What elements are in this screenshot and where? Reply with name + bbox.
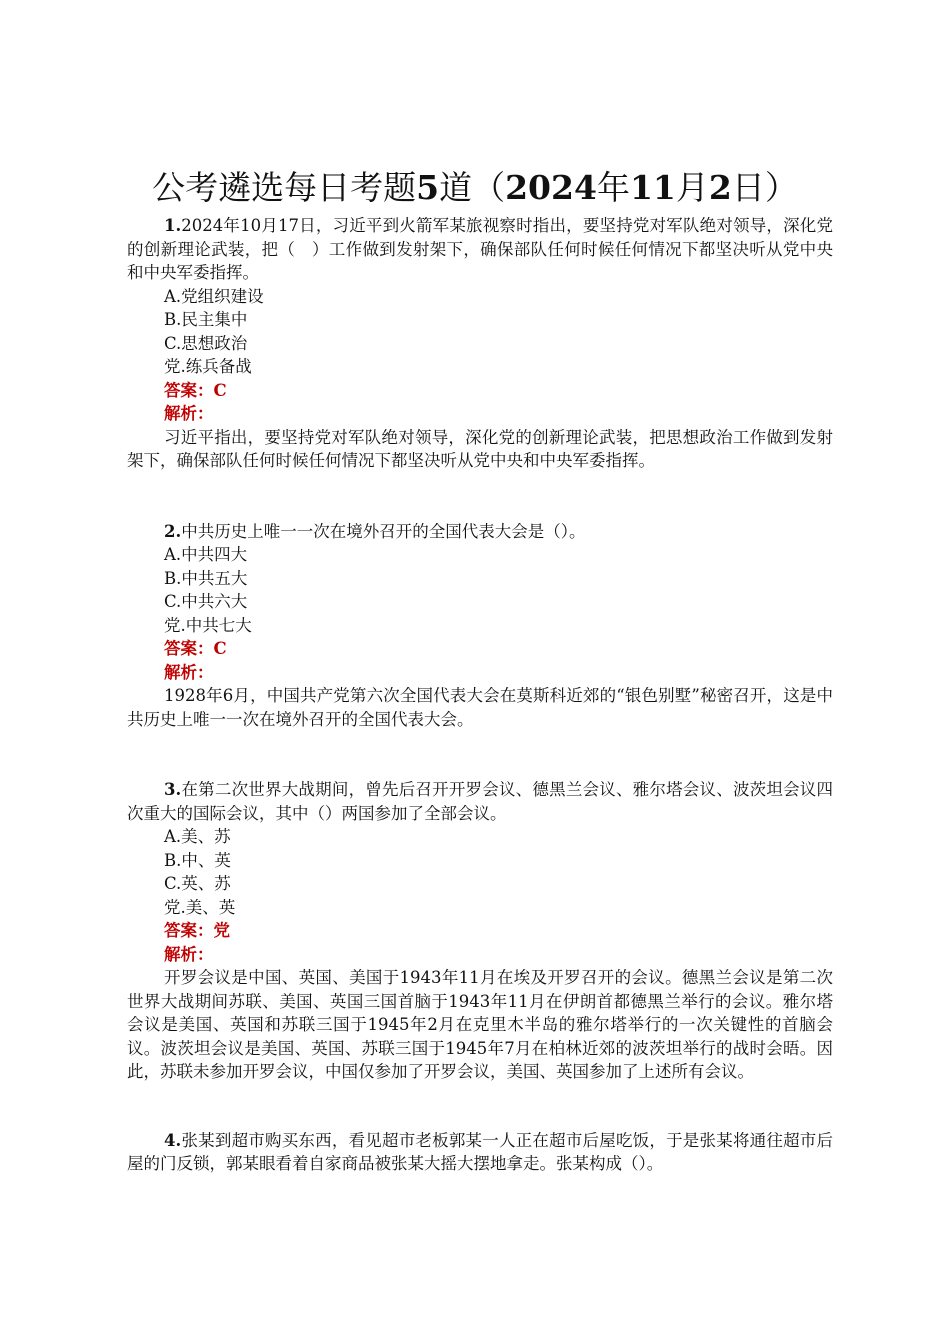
title-count: 5: [416, 168, 440, 207]
question-text: 张某到超市购买东西，看见超市老板郭某一人正在超市后屋吃饭，于是张某将通往超市后屋的门反锁，郭某眼看着自家商品被张某大摇大摆地拿走。张某构成（）。: [127, 1130, 833, 1173]
question-stem: [127, 778, 833, 825]
title-part3: 年: [596, 168, 630, 207]
option-a: A.党组织建设: [164, 286, 264, 306]
option-b: B.民主集中: [164, 310, 248, 329]
question-stem: [127, 214, 833, 285]
title-part4: 月: [675, 168, 709, 207]
option-b: B.中共五大: [164, 568, 248, 588]
spacer: [127, 731, 833, 778]
question-4: [127, 1129, 833, 1176]
answer-text: 答案：党: [164, 921, 230, 940]
question-3: [127, 778, 833, 1084]
analysis-text: 1928年6月，中国共产党第六次全国代表大会在莫斯科近郊的“银色别墅”秘密召开，这是中共历史上唯一一次在境外召开的全国代表大会。: [127, 686, 833, 729]
option-b: B.中、英: [164, 850, 231, 870]
document-page: [127, 168, 833, 1176]
page-title: [105, 168, 845, 208]
question-number: 1.: [164, 216, 182, 235]
title-year: 2024: [505, 168, 597, 207]
title-part5: 日）: [731, 168, 798, 207]
option-c: C.思想政治: [164, 333, 248, 353]
question-stem: [127, 1129, 833, 1176]
option-a: A.美、苏: [164, 827, 231, 846]
title-month: 11: [629, 168, 676, 207]
question-text: 在第二次世界大战期间，曾先后召开开罗会议、德黑兰会议、雅尔塔会议、波茨坦会议四次重大的国际会议，其中（）两国参加了全部会议。: [127, 780, 833, 823]
option-c: C.中共六大: [164, 592, 248, 611]
analysis-text: 习近平指出，要坚持党对军队绝对领导，深化党的创新理论武装，把思想政治工作做到发射架下，确保部队任何时候任何情况下都坚决听从党中央和中央军委指挥。: [127, 427, 833, 470]
question-number: 3.: [164, 780, 182, 799]
option-c: C.英、苏: [164, 874, 231, 893]
option-d: 党.美、英: [164, 897, 236, 917]
question-stem: [127, 520, 833, 544]
answer-text: 答案：C: [164, 380, 227, 400]
option-a: A.中共四大: [164, 545, 248, 564]
title-part1: 公考遴选每日考题: [152, 168, 417, 207]
analysis-label: 解析：: [164, 662, 214, 682]
analysis-text: 开罗会议是中国、英国、美国于1943年11月在埃及开罗召开的会议。德黑兰会议是第二次世界大战期间苏联、美国、英国三国首脑于1943年11月在伊朗首都德黑兰举行的会议。雅尔塔会议是美国、英国和苏联三国于1945年2月在克里木半岛的雅尔塔举行的一次关键性的首脑会议。波茨坦会议是美国、英国、苏联三国于1945年7月在柏林近郊的波茨坦举行的战时会晤。因此，苏联未参加开罗会议，中国仅参加了开罗会议，美国、英国参加了上述所有会议。: [127, 968, 833, 1081]
spacer: [127, 473, 833, 520]
question-text: 2024年10月17日，习近平到火箭军某旅视察时指出，要坚持党对军队绝对领导，深化党的创新理论武装，把（ ）工作做到发射架下，确保部队任何时候任何情况下都坚决听从党中央和中央军委指挥。: [127, 216, 833, 282]
question-2: [127, 520, 833, 732]
option-d: 党.练兵备战: [164, 357, 252, 376]
option-d: 党.中共七大: [164, 615, 252, 635]
question-number: 4.: [164, 1130, 182, 1150]
question-1: [127, 214, 833, 473]
analysis-label: 解析：: [164, 944, 214, 964]
title-day: 2: [708, 168, 732, 207]
question-number: 2.: [164, 521, 182, 541]
title-part2: 道（: [439, 168, 506, 207]
answer-text: 答案：C: [164, 639, 227, 658]
spacer: [127, 1084, 833, 1129]
analysis-label: 解析：: [164, 404, 214, 423]
question-text: 中共历史上唯一一次在境外召开的全国代表大会是（）。: [181, 521, 586, 541]
